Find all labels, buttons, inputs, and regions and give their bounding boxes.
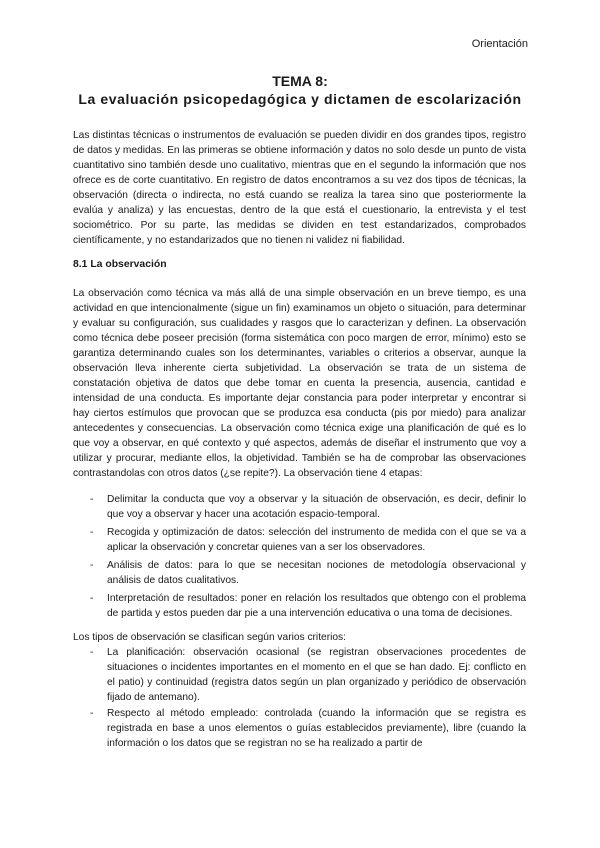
page-subtitle: La evaluación psicopedagógica y dictamen de escolarización [78,91,522,107]
header-section-label: Orientación [471,38,528,50]
title-block [0,73,600,108]
observation-paragraph: La observación como técnica va más allá de una simple observación en un breve tiempo, es una actividad en que intencionalmente (sigue un fin) examinamos un objeto o situación, para determinar y evaluar su configuración, sus cualidades y rasgos que lo caracterizan y definen. La observación como técnica debe poseer precisión (forma sistemática con poco margen de error, mínimo) esto se garantiza determinando cuales son los determinantes, variables o criterios a observar, aunque la observación lleva inherente cierta subjetividad. La observación se trata de un sistema de constatación objetiva de datos que debe tomar en cuenta la presencia, ausencia, cantidad e intensidad de una conducta. Es importante dejar constancia para poder interpretar y encontrar si hay ciertos estímulos que provocan que se produzca esa conducta (pis por miedo) para analizar antecedentes y consecuencias. La observación como técnica exige una planificación de qué es lo que voy a observar, en qué contexto y qué aspectos, además de diseñar el instrumento que voy a utilizar y procurar, mediante ellos, la objetividad. También se ha de comprobar las observaciones contrastandolas con otros datos (¿se repite?). La observación tiene 4 etapas: [73,288,526,479]
list-item: - Delimitar la conducta que voy a observar y la situación de observación, es decir, definir lo que voy a observar y hacer una acotación espacio-temporal. [73,492,526,522]
list-item: - Respecto al método empleado: controlada (cuando la información que se registra es registrada en base a unos elementos o guías establecidos previamente), libre (cuando la información o los datos que se registran no se ha realizado a partir de [73,706,526,751]
page-title: TEMA 8: [272,73,328,89]
list-item: - Interpretación de resultados: poner en relación los resultados que obtengo con el problema de partida y estos pueden dar pie a una intervención educativa o una toma de decisiones. [73,591,526,621]
list-item: - La planificación: observación ocasional (se registran observaciones procedentes de situaciones o incidentes importantes en el momento en el que se han dado. Ej: conflicto en el patio) y continuidad (registra datos según un plan organizado y periódico de observación fijado de antemano). [73,645,526,705]
list-item: - Recogida y optimización de datos: selección del instrumento de medida con el que se va a aplicar la observación y concretar quienes van a ser los observadores. [73,525,526,555]
document-body [73,128,526,752]
list-item: - Análisis de datos: para lo que se necesitan nociones de metodología observacional y análisis de datos cualitativos. [73,558,526,588]
criteria-list [73,645,526,751]
stages-list [73,492,526,621]
types-intro: Los tipos de observación se clasifican según varios criterios: [73,632,346,643]
section-heading: 8.1 La observación [73,259,167,270]
intro-paragraph: Las distintas técnicas o instrumentos de evaluación se pueden dividir en dos grandes tipos, registro de datos y medidas. En las primeras se obtiene información y datos no solo desde un punto de vista cuantitativo sino también desde uno cualitativo, mientras que en el segundo la información que nos ofrece es de corte cuantitativo. En registro de datos encontramos a su vez dos tipos de técnicas, la observación (directa o indirecta, no está cuando se realiza la tarea sino que posteriormente la evalúa y analiza) y las encuestas, dentro de la que está el cuestionario, la entrevista y el test sociométrico. Por su parte, las medidas se dividen en test estandarizados, comprobados científicamente, y no estandarizados que no tienen ni validez ni fiabilidad. [73,130,526,246]
